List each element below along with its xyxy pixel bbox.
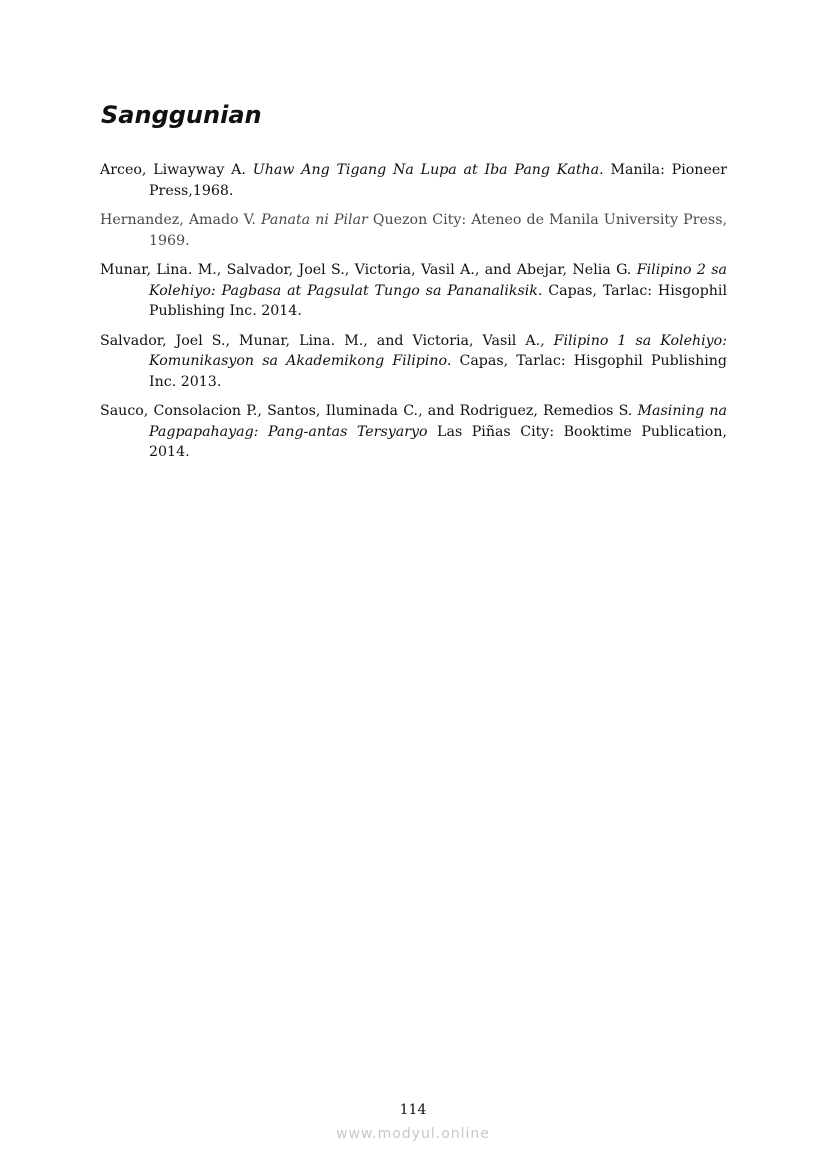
reference-entry (100, 210, 727, 251)
page-title: Sanggunian (101, 101, 262, 129)
reference-authors: Munar, Lina. M., Salvador, Joel S., Victoria, Vasil A., and Abejar, Nelia G. (100, 262, 637, 278)
reference-publication: . Capas, Tarlac: Hisgophil Publishing Inc. 2014. (149, 282, 727, 319)
reference-title: Filipino 2 sa Kolehiyo: Pagbasa at Pagsulat Tungo sa Pananaliksik (149, 262, 727, 299)
reference-title: , Filipino 1 sa Kolehiyo: Komunikasyon sa Akademikong Filipino. (149, 332, 727, 369)
reference-list (100, 160, 727, 472)
reference-title: Uhaw Ang Tigang Na Lupa at Iba Pang Katha. (252, 162, 604, 178)
reference-authors: Hernandez, Amado V. (100, 212, 262, 228)
reference-publication: Las Piñas City: Booktime Publication, 2014. (149, 423, 727, 460)
reference-entry (100, 160, 727, 201)
reference-entry (100, 401, 727, 463)
reference-publication: Manila: Pioneer Press,1968. (149, 162, 727, 199)
reference-entry (100, 260, 727, 322)
reference-authors: Arceo, Liwayway A. (100, 162, 253, 178)
reference-authors: Salvador, Joel S., Munar, Lina. M., and Victoria, Vasil A. (100, 332, 541, 349)
reference-publication: Capas, Tarlac: Hisgophil Publishing Inc. 2013. (149, 353, 727, 390)
reference-title: Masining na Pagpapahayag: Pang-antas Tersyaryo (149, 403, 727, 440)
reference-publication: Quezon City: Ateneo de Manila University Press, 1969. (149, 212, 727, 249)
reference-entry (100, 331, 727, 393)
reference-title: Panata ni Pilar (261, 212, 368, 228)
page-number: 114 (399, 1102, 427, 1118)
watermark: www.modyul.online (336, 1126, 490, 1142)
reference-authors: Sauco, Consolacion P., Santos, Iluminada C., and Rodriguez, Remedios S. (100, 403, 638, 419)
